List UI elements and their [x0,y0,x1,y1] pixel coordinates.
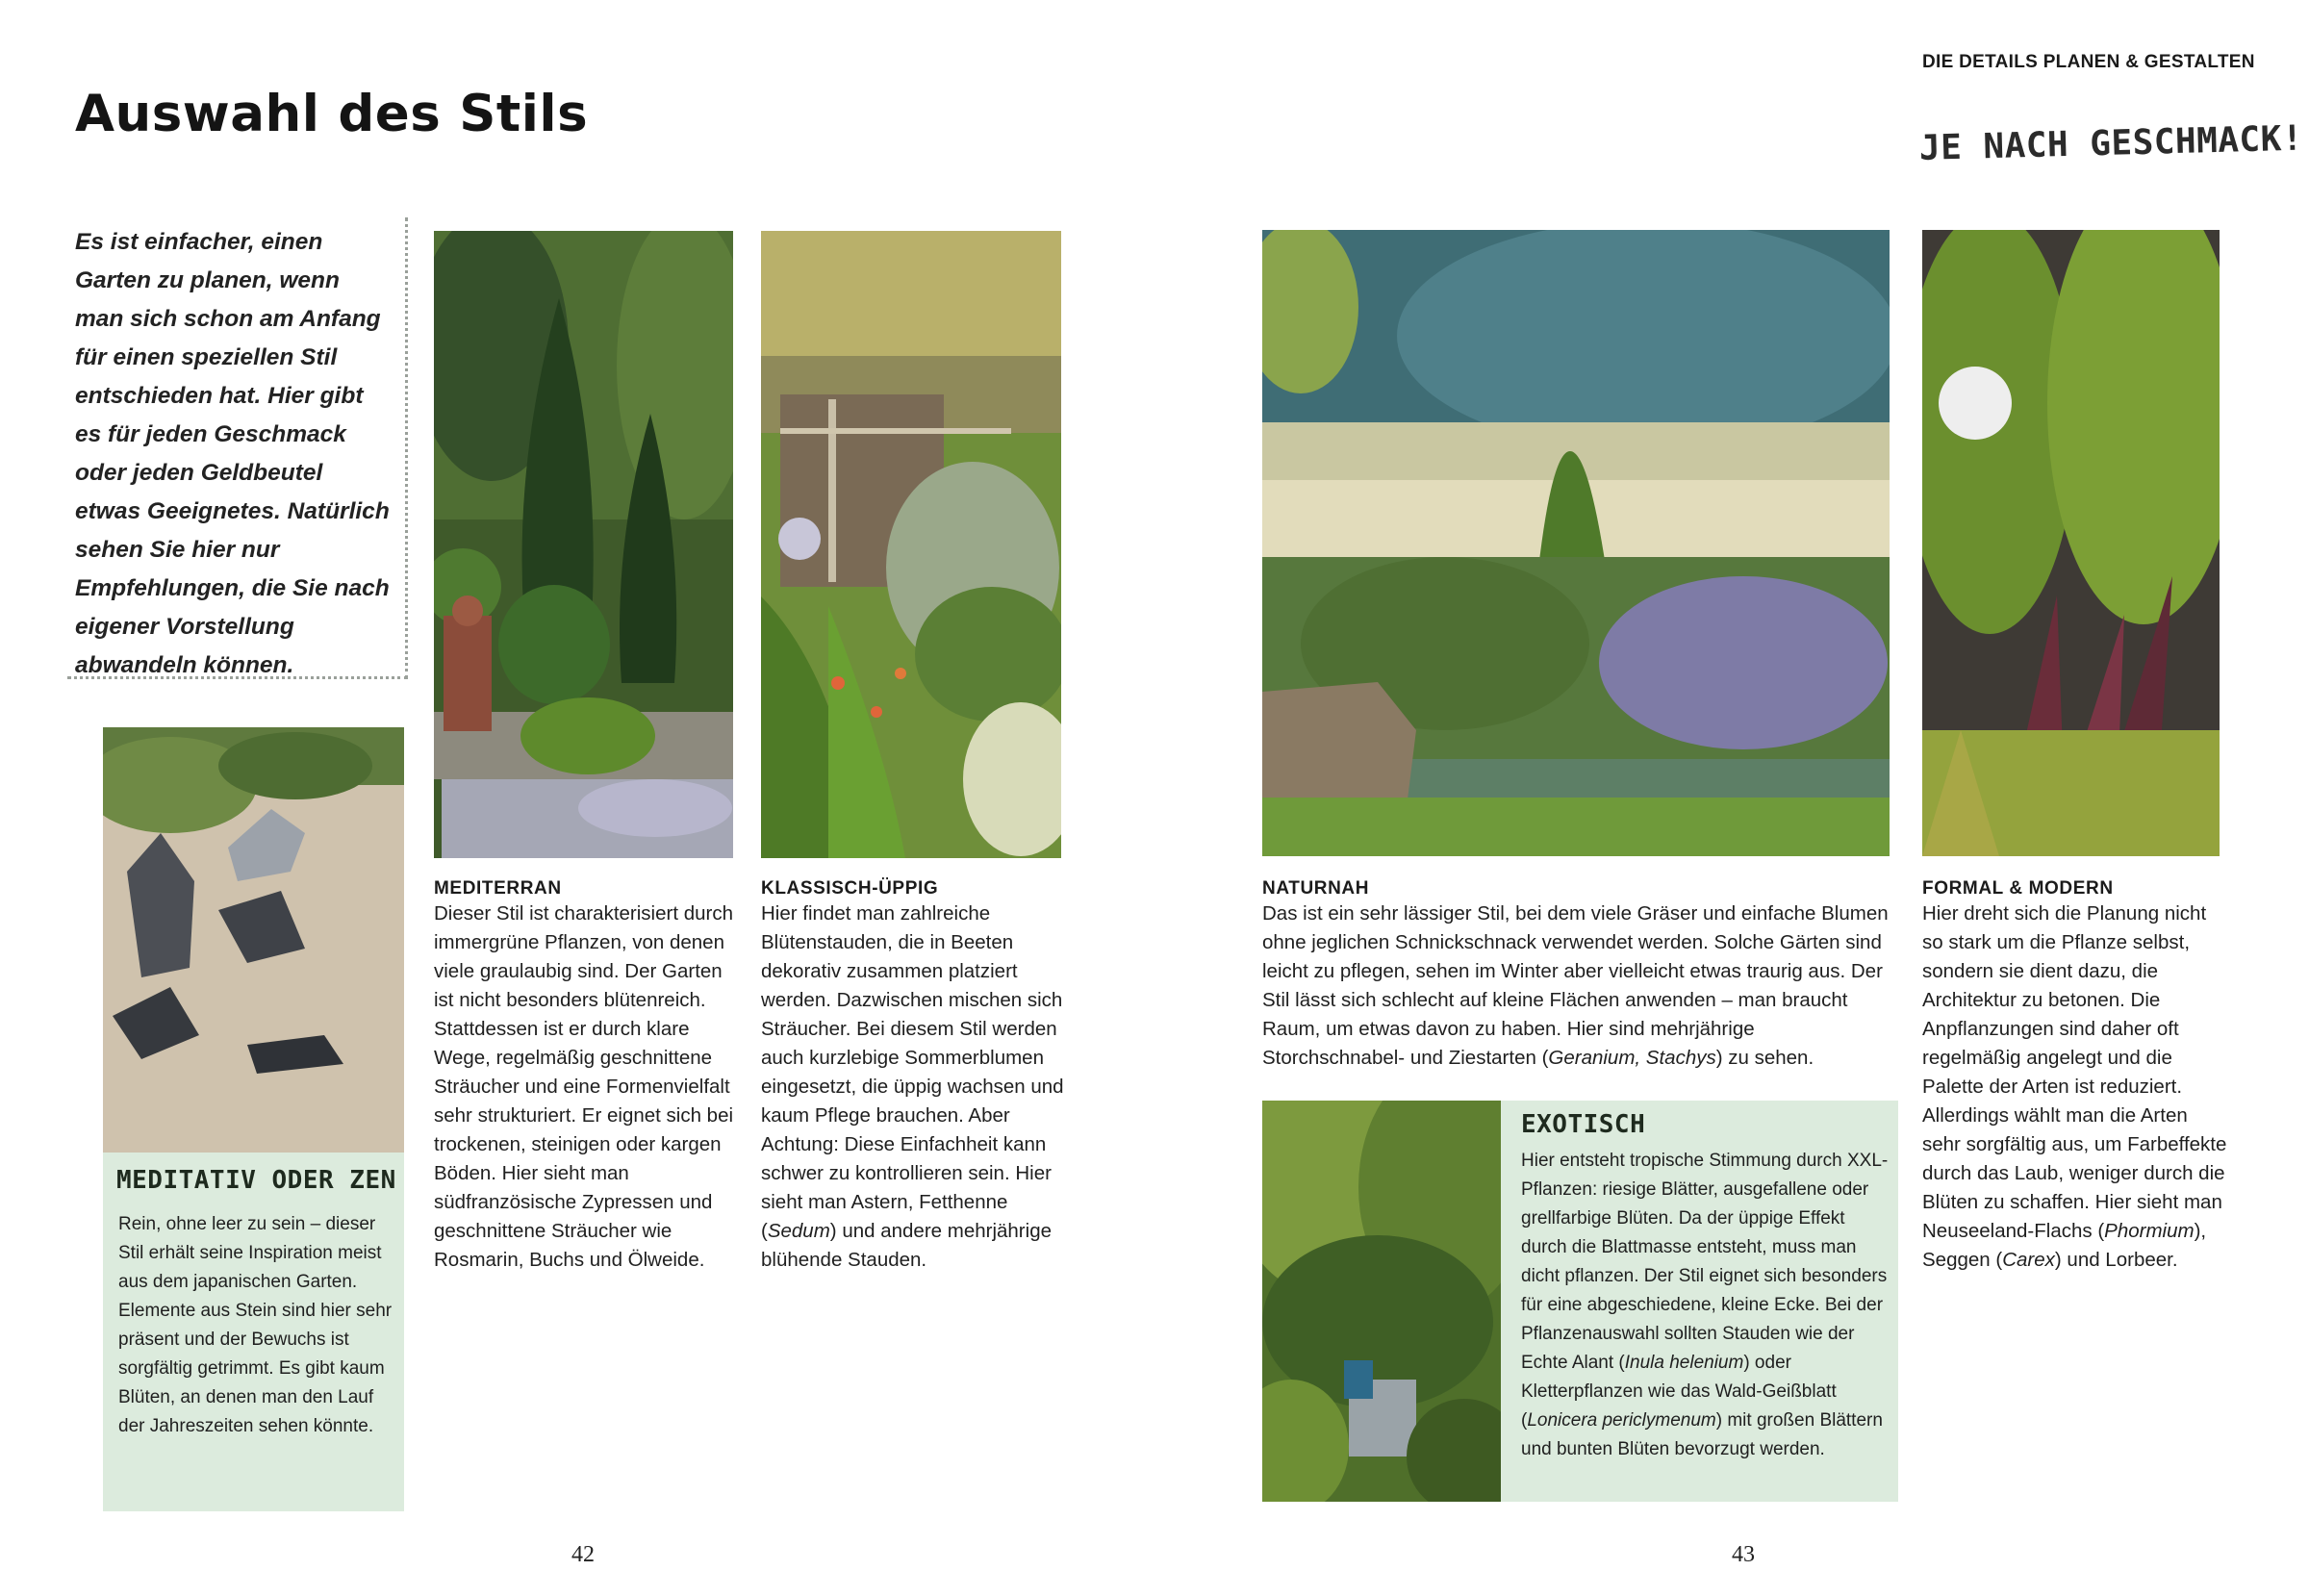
formal-text: Hier dreht sich die Planung nicht so stark um die Pflanze selbst, sondern sie dient dazu, die Architektur zu betonen. Die Anpflanzungen sind daher oft regelmäßig angelegt und die Palette der Arten ist reduziert. Allerdings wählt man die Arten sehr sorgfältig aus, um Farbeffekte durch das Laub, weniger durch die Blüten zu schaffen. Hier sieht man Neuseeland-Flachs (Phormium), Seggen (Carex) und Lorbeer. [1922,902,2227,1271]
mediterranean-text: Dieser Stil ist charakterisiert durch immergrüne Pflanzen, von denen viele graulaubig sind. Der Garten ist nicht besonders blütenreich. Stattdessen ist er durch klare Wege, regelmäßig geschnittene Sträucher und eine Formenvielfalt sehr strukturiert. Er eignet sich bei trockenen, steinigen oder kargen Böden. Hier sieht man südfranzösische Zypressen und geschnittene Sträucher wie Rosmarin, Buchs und Ölweide. [434,902,734,1271]
exotic-style-text: Hier entsteht tropische Stimmung durch XXL-Pflanzen: riesige Blätter, ausgefallene oder grellfarbige Blüten. Da der üppige Effekt durch die Blattmasse entsteht, muss man dicht pflanzen. Der Stil eignet sich besonders für eine abgeschiedene, kleine Ecke. Bei der Pflanzenauswahl sollten Stauden wie der Echte Alant (Inula helenium) oder Kletterpflanzen wie das Wald-Geißblatt (Lonicera periclymenum) mit großen Blättern und bunten Blüten bevorzugt werden. [1521,1151,1889,1459]
zen-garden-photo [103,727,404,1153]
natural-title: NATURNAH [1262,878,1370,899]
formal-section [1922,878,2228,1275]
classic-text: Hier findet man zahlreiche Blütenstauden, die in Beeten dekorativ zusammen platziert werden. Dazwischen mischen sich Sträucher. Bei diesem Stil werden auch kurzlebige Sommerblumen eingesetzt, die üppig wachsen und kaum Pflege brauchen. Aber Achtung: Diese Einfachheit kann schwer zu kontrollieren sein. Hier sieht man Astern, Fetthenne (Sedum) und andere mehrjährige blühende Stauden. [761,902,1064,1271]
zen-style-text: Rein, ohne leer zu sein – dieser Stil erhält seine Inspiration meist aus dem japanischen Garten. Elemente aus Stein sind hier sehr präsent und der Bewuchs ist sorgfältig getrimmt. Es gibt kaum Blüten, an denen man den Lauf der Jahreszeiten sehen könnte. [118,1214,393,1436]
page-number-left: 42 [571,1542,595,1567]
zen-style-box [103,1153,404,1511]
mediterranean-garden-photo [434,231,733,858]
natural-section [1262,878,1897,1073]
natural-text: Das ist ein sehr lässiger Stil, bei dem viele Gräser und einfache Blumen ohne jeglichen Schnickschnack verwendet werden. Solche Gärten sind leicht zu pflegen, sehen im Winter aber vielleicht etwas traurig aus. Der Stil lässt sich schlecht auf kleine Flächen anwenden – man braucht Raum, um etwas davon zu haben. Hier sind mehrjährige Storchschnabel- und Ziestarten (Geranium, Stachys) zu sehen. [1262,902,1889,1069]
intro-box [67,217,408,679]
formal-garden-photo [1922,230,2220,856]
exotic-style-box [1501,1101,1898,1502]
page-number-right: 43 [1732,1542,1755,1567]
mediterranean-section [434,878,737,1275]
classic-section [761,878,1064,1275]
classic-garden-photo [761,231,1061,858]
page-title: Auswahl des Stils [75,85,589,143]
tagline: JE NACH GESCHMACK! [1918,118,2304,168]
classic-title: KLASSISCH-ÜPPIG [761,878,939,899]
natural-garden-photo [1262,230,1890,856]
exotic-garden-photo [1262,1101,1501,1502]
exotic-style-title: EXOTISCH [1521,1110,1646,1139]
formal-title: FORMAL & MODERN [1922,878,2114,899]
intro-text: Es ist einfacher, einen Garten zu planen, wenn man sich schon am Anfang für einen speziellen Stil entschieden hat. Hier gibt es für jeden Geschmack oder jeden Geldbeutel etwas Geeignetes. Natürlich sehen Sie hier nur Empfehlungen, die Sie nach eigener Vorstellung abwandeln können. [75,229,390,678]
running-head: DIE DETAILS PLANEN & GESTALTEN [1922,52,2255,72]
mediterranean-title: MEDITERRAN [434,878,562,899]
zen-style-title: MEDITATIV ODER ZEN [116,1166,396,1195]
